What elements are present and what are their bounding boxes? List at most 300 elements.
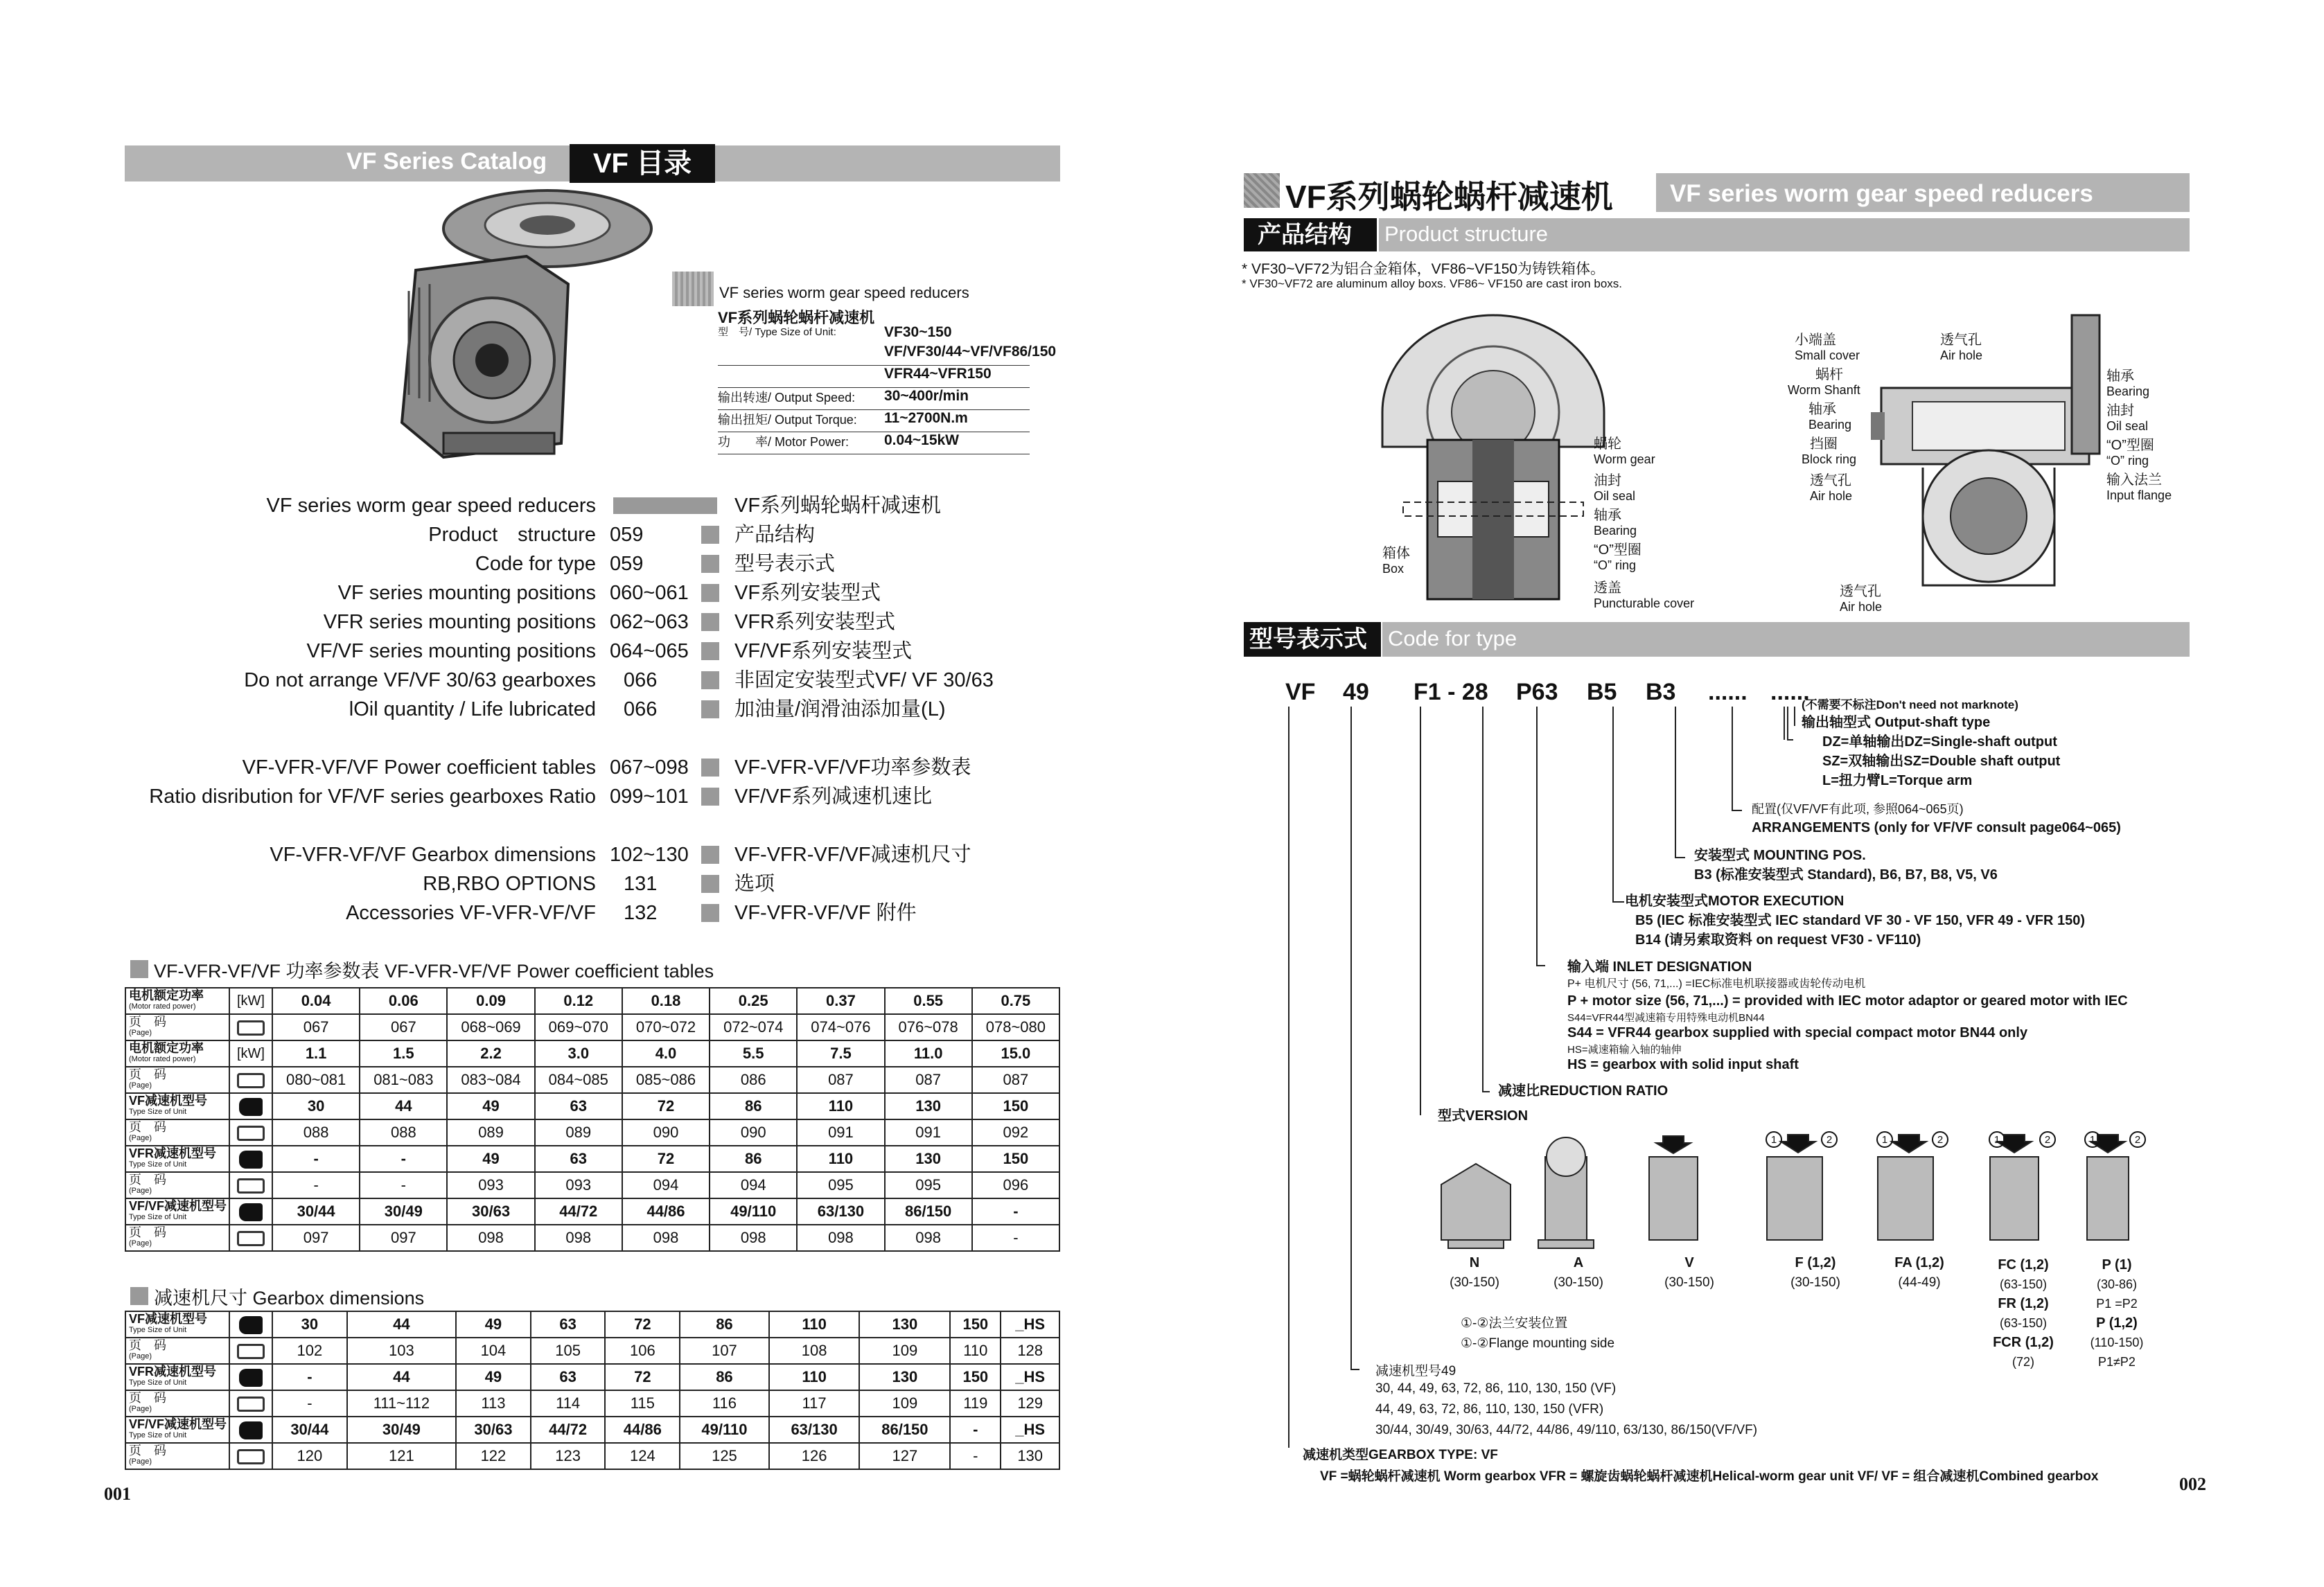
label-bearing [1594, 508, 1637, 538]
toc-entry-en: Accessories VF-VFR-VF/VF [346, 902, 596, 924]
table-cell: 49 [456, 1311, 531, 1338]
table-cell: - [972, 1198, 1059, 1225]
code-note: (不需要不标注Don't need not marknote) [1802, 698, 2018, 711]
table-cell: 0.37 [797, 988, 884, 1014]
label-oil-seal [1594, 473, 1635, 504]
book-icon [237, 1020, 265, 1036]
svg-text:2: 2 [2134, 1134, 2141, 1146]
label-cn: 输入法兰 [2106, 472, 2162, 488]
row-label-cn: 页 码 [129, 1391, 166, 1405]
toc-square-icon [701, 875, 719, 893]
table-cell: 63/130 [797, 1198, 884, 1225]
row-label-cn: 页 码 [129, 1338, 166, 1352]
table-cell: 117 [769, 1390, 860, 1417]
gearbox-icon [239, 1369, 263, 1387]
code-token-motor: B5 [1587, 679, 1617, 705]
toc-entry-en: RB,RBO OPTIONS [423, 873, 596, 895]
spec-heading-cn: VF系列蜗轮蜗杆减速机 [718, 309, 875, 326]
table-cell: 63 [531, 1311, 606, 1338]
table-cell: 087 [797, 1067, 884, 1093]
label-en: “O” ring [1594, 558, 1637, 572]
table-cell: 44 [347, 1311, 456, 1338]
right-title-en: VF series worm gear speed reducers [1670, 180, 2093, 207]
row-label [125, 1172, 229, 1198]
table-cell: _HS [1001, 1364, 1059, 1390]
table-cell: 30 [272, 1311, 347, 1338]
label-cn: 挡圈 [1810, 436, 1838, 452]
version-range: (63-150) [1999, 1277, 2048, 1291]
table-cell: 30/44 [272, 1417, 347, 1443]
table-cell: - [950, 1443, 1001, 1469]
toc-entry[interactable] [125, 637, 1060, 665]
right-title-square [1244, 173, 1280, 208]
toc-entry-cn: 非固定安装型式VF/ VF 30/63 [734, 669, 994, 691]
table-cell: 115 [605, 1390, 680, 1417]
spec-row [718, 366, 1030, 388]
table-cell: 110 [797, 1146, 884, 1172]
book-icon [237, 1073, 265, 1088]
table-row [125, 1119, 1059, 1146]
version-range: (30-150) [1664, 1275, 1714, 1290]
code-inlet-en: P + motor size (56, 71,...) = provided with IEC motor adaptor or geared motor with IEC [1567, 993, 2128, 1009]
row-label [125, 1443, 229, 1469]
table-row [125, 1146, 1059, 1172]
table-cell: 30 [272, 1093, 360, 1119]
table-cell: 102 [272, 1338, 347, 1364]
table-cell: - [972, 1225, 1059, 1251]
version-name: P1≠P2 [2098, 1355, 2136, 1369]
row-label-en: Type Size of Unit [129, 1160, 187, 1169]
row-label [125, 1198, 229, 1225]
label-o-ring-right [2106, 438, 2154, 468]
code-mounting-list: B3 (标准安装型式 Standard), B6, B7, B8, V5, V6 [1694, 867, 1998, 883]
toc-square-icon [701, 788, 719, 806]
table-cell: 086 [710, 1067, 797, 1093]
code-s44-en: S44 = VFR44 gearbox supplied with special compact motor BN44 only [1567, 1025, 2028, 1040]
structure-drawing-front [1375, 308, 1611, 613]
version-a [1537, 1255, 1620, 1291]
size-line-vfr: 44, 49, 63, 72, 86, 110, 130, 150 (VFR) [1375, 1402, 1604, 1417]
table-cell: 86/150 [859, 1417, 950, 1443]
spec-heading-en: VF series worm gear speed reducers [719, 284, 969, 301]
label-air-hole-top [1940, 333, 1982, 363]
table-cell: 109 [859, 1390, 950, 1417]
toc-entry-en: VF-VFR-VF/VF Power coefficient tables [242, 756, 596, 779]
ps-header-cn: 产品结构 [1244, 218, 1377, 251]
label-en: Block ring [1802, 452, 1857, 466]
toc [125, 492, 1060, 928]
table-cell: 090 [622, 1119, 710, 1146]
table-cell: 098 [535, 1225, 622, 1251]
row-label-en: (Page) [129, 1081, 152, 1090]
ps-header-en: Product structure [1384, 222, 1549, 246]
gearbox-icon-cell [229, 1146, 272, 1172]
power-title-square-icon [130, 960, 148, 978]
code-mounting-pos: 安装型式 MOUNTING POS. [1694, 848, 1866, 863]
table-cell: 094 [622, 1172, 710, 1198]
row-label-en: (Page) [129, 1457, 152, 1466]
toc-entry-en: VF series worm gear speed reducers [266, 495, 596, 517]
page-number-left: 001 [104, 1484, 131, 1504]
table-cell: - [272, 1390, 347, 1417]
table-cell: 089 [535, 1119, 622, 1146]
table-cell: 098 [710, 1225, 797, 1251]
table-cell: 150 [972, 1146, 1059, 1172]
table-cell: 119 [950, 1390, 1001, 1417]
svg-text:2: 2 [2044, 1134, 2051, 1146]
label-en: “O” ring [2106, 454, 2149, 468]
table-cell: 44/86 [622, 1198, 710, 1225]
toc-entry-page: 102~130 [610, 844, 689, 866]
ps-note-en: * VF30~VF72 are aluminum alloy boxs. VF86~ VF150 are cast iron boxs. [1242, 277, 1622, 290]
table-cell: - [360, 1172, 447, 1198]
table-cell: _HS [1001, 1417, 1059, 1443]
version-range: (30-150) [1450, 1275, 1499, 1290]
gearbox-icon [239, 1151, 263, 1169]
row-label-cn: VF/VF减速机型号 [129, 1417, 227, 1431]
gearbox-icon-cell [229, 1311, 272, 1338]
table-row [125, 1443, 1059, 1469]
toc-entry-cn: 型号表示式 [734, 553, 836, 575]
table-cell: - [950, 1417, 1001, 1443]
table-row [125, 1172, 1059, 1198]
label-oil-seal-right [2106, 403, 2148, 434]
table-cell: 105 [531, 1338, 606, 1364]
table-cell: 44/72 [535, 1198, 622, 1225]
size-line-vfvf: 30/44, 30/49, 30/63, 44/72, 44/86, 49/110, 63/130, 86/150(VF/VF) [1375, 1423, 1758, 1437]
toc-entry-cn: VF系列蜗轮蜗杆减速机 [734, 495, 942, 517]
table-cell: 0.09 [447, 988, 534, 1014]
table-cell: 44 [347, 1364, 456, 1390]
table-row [125, 1198, 1059, 1225]
page-book-icon [229, 1067, 272, 1093]
spec-value: 30~400r/min [884, 388, 969, 404]
code-version: 型式VERSION [1438, 1108, 1529, 1124]
spec-value: VFR44~VFR150 [884, 366, 992, 382]
table-cell: 4.0 [622, 1040, 710, 1067]
size-line-head: 减速机型号49 [1375, 1364, 1456, 1378]
page-book-icon [229, 1172, 272, 1198]
table-cell: 72 [605, 1364, 680, 1390]
spec-value: 0.04~15kW [884, 432, 959, 448]
toc-entry-page: 060~061 [610, 582, 689, 604]
toc-entry[interactable] [125, 608, 1060, 636]
version-n [1433, 1255, 1516, 1291]
book-icon [237, 1397, 265, 1412]
version-p [2079, 1255, 2155, 1372]
svg-text:1: 1 [1993, 1134, 2000, 1146]
table-cell: 067 [360, 1014, 447, 1040]
label-cn: 蜗轮 [1594, 436, 1621, 452]
label-input-flange [2106, 472, 2172, 503]
row-label [125, 1146, 229, 1172]
toc-square-icon [701, 759, 719, 777]
version-name: A [1573, 1255, 1584, 1270]
row-label-cn: VFR减速机型号 [129, 1146, 216, 1160]
version-name: P (1) [2102, 1257, 2132, 1273]
table-cell: 095 [885, 1172, 972, 1198]
toc-square-icon [701, 555, 719, 573]
row-label-en: (Page) [129, 1187, 152, 1195]
toc-square-icon [701, 700, 719, 718]
toc-entry-cn: VF/VF系列安装型式 [734, 640, 913, 662]
table-cell: - [360, 1146, 447, 1172]
table-cell: 069~070 [535, 1014, 622, 1040]
toc-entry-cn: VF-VFR-VF/VF 附件 [734, 902, 917, 924]
label-cn: 轴承 [2106, 369, 2134, 384]
book-icon [237, 1344, 265, 1359]
row-label-cn: 页 码 [129, 1173, 166, 1187]
table-cell: 080~081 [272, 1067, 360, 1093]
table-row [125, 1390, 1059, 1417]
table-cell: 5.5 [710, 1040, 797, 1067]
toc-entry-en: Product structure [428, 524, 596, 546]
book-icon [237, 1126, 265, 1141]
table-cell: 63/130 [769, 1417, 860, 1443]
label-o-ring [1594, 542, 1641, 573]
table-cell: 087 [885, 1067, 972, 1093]
table-row [125, 1364, 1059, 1390]
toc-entry-cn: VF-VFR-VF/VF减速机尺寸 [734, 844, 971, 866]
code-token-version-ratio: F1 - 28 [1414, 679, 1488, 705]
table-row [125, 1417, 1059, 1443]
page-book-icon [229, 1390, 272, 1417]
toc-entry[interactable] [125, 521, 1060, 549]
row-label-cn: 页 码 [129, 1444, 166, 1457]
label-en: Bearing [2106, 384, 2150, 398]
table-cell: 63 [535, 1093, 622, 1119]
table-cell: 097 [272, 1225, 360, 1251]
table-cell: 30/49 [360, 1198, 447, 1225]
toc-square-icon [701, 671, 719, 689]
row-label-en: (Page) [129, 1134, 152, 1142]
code-reduction-ratio: 减速比REDUCTION RATIO [1498, 1083, 1669, 1099]
gearbox-type-line: 减速机类型GEARBOX TYPE: VF [1303, 1448, 1498, 1462]
toc-entry[interactable] [125, 783, 1060, 810]
toc-square-icon [701, 526, 719, 544]
gearbox-icon [239, 1421, 263, 1439]
toc-square-icon [701, 642, 719, 660]
table-cell: 103 [347, 1338, 456, 1364]
table-cell: 092 [972, 1119, 1059, 1146]
code-token-output: ...... [1770, 679, 1810, 705]
table-cell: 090 [710, 1119, 797, 1146]
label-en: Oil seal [2106, 419, 2149, 433]
table-cell: 11.0 [885, 1040, 972, 1067]
row-label-cn: 页 码 [129, 1120, 166, 1134]
table-cell: 107 [680, 1338, 769, 1364]
table-cell: 130 [1001, 1443, 1059, 1469]
label-en: Air hole [1940, 348, 1983, 362]
row-label-en: (Page) [129, 1029, 152, 1037]
table-cell: 49 [447, 1093, 534, 1119]
table-cell: 081~083 [360, 1067, 447, 1093]
row-label-cn: 页 码 [129, 1225, 166, 1239]
toc-entry-page: 062~063 [610, 611, 689, 633]
page-book-icon [229, 1014, 272, 1040]
table-cell: 1.5 [360, 1040, 447, 1067]
spec-value: VF30~150 [884, 324, 952, 340]
table-cell: 091 [885, 1119, 972, 1146]
svg-text:2: 2 [1826, 1134, 1833, 1146]
table-cell: 067 [272, 1014, 360, 1040]
toc-entry-cn: 加油量/润滑油添加量(L) [734, 698, 946, 720]
table-cell: 116 [680, 1390, 769, 1417]
table-row [125, 1311, 1059, 1338]
label-box [1382, 546, 1410, 576]
cft-header-en: Code for type [1388, 626, 1517, 650]
version-range: (63-150) [1999, 1316, 2048, 1330]
toc-entry[interactable] [125, 870, 1060, 898]
table-cell: 2.2 [447, 1040, 534, 1067]
table-cell: 093 [535, 1172, 622, 1198]
spec-label: 型 号/ Type Size of Unit: [718, 326, 836, 338]
version-name: P1 =P2 [2096, 1297, 2138, 1311]
svg-text:1: 1 [2089, 1134, 2096, 1146]
table-cell: 0.55 [885, 988, 972, 1014]
table-cell: 72 [622, 1146, 710, 1172]
label-cn: 透气孔 [1810, 473, 1851, 488]
row-label [125, 1093, 229, 1119]
table-cell: 49 [447, 1146, 534, 1172]
row-label-cn: VF减速机型号 [129, 1312, 208, 1326]
version-fa [1874, 1255, 1964, 1291]
version-range: (30-150) [1790, 1275, 1840, 1290]
table-cell: - [272, 1146, 360, 1172]
table-cell: 095 [797, 1172, 884, 1198]
code-inlet-cn: P+ 电机尺寸 (56, 71,...) =IEC标准电机联接器或齿轮传动电机 [1567, 978, 1866, 990]
toc-entry[interactable] [125, 666, 1060, 694]
label-cn: 蜗杆 [1815, 367, 1843, 382]
table-cell: 72 [622, 1093, 710, 1119]
table-cell: 120 [272, 1443, 347, 1469]
version-name: FCR (1,2) [1993, 1335, 2054, 1350]
version-range: (44-49) [1898, 1275, 1941, 1290]
row-label-cn: VFR减速机型号 [129, 1365, 216, 1378]
table-cell: 7.5 [797, 1040, 884, 1067]
table-cell: 15.0 [972, 1040, 1059, 1067]
label-en: Oil seal [1594, 489, 1636, 503]
label-cn: 透气孔 [1840, 584, 1881, 599]
code-sz: SZ=双轴输出SZ=Double shaft output [1822, 754, 2061, 769]
code-token-arrangement: ...... [1708, 679, 1748, 705]
version-range: (110-150) [2090, 1336, 2144, 1349]
toc-entry[interactable] [125, 695, 1060, 723]
table-cell: 49 [456, 1364, 531, 1390]
table-cell: 091 [797, 1119, 884, 1146]
table-cell: 63 [531, 1364, 606, 1390]
table-cell: 63 [535, 1146, 622, 1172]
toc-entry-cn: VF-VFR-VF/VF功率参数表 [734, 756, 971, 779]
label-air-hole-left [1810, 473, 1852, 504]
toc-entry[interactable] [125, 492, 1060, 520]
toc-entry[interactable] [125, 754, 1060, 781]
version-range: (72) [2012, 1355, 2034, 1369]
gearbox-icon-cell [229, 1198, 272, 1225]
table-cell: 0.18 [622, 988, 710, 1014]
label-worm-gear [1594, 436, 1655, 467]
toc-entry[interactable] [125, 841, 1060, 869]
row-label-en: Type Size of Unit [129, 1326, 187, 1334]
gearbox-dimensions-table [125, 1311, 1060, 1470]
power-table-title: VF-VFR-VF/VF 功率参数表 VF-VFR-VF/VF Power coefficient tables [154, 961, 714, 982]
toc-square-icon [701, 613, 719, 631]
label-en: Bearing [1808, 418, 1852, 432]
version-name: P (1,2) [2096, 1315, 2138, 1331]
page-book-icon [229, 1225, 272, 1251]
spec-row [718, 388, 1030, 410]
table-cell: 30/63 [456, 1417, 531, 1443]
table-cell: 089 [447, 1119, 534, 1146]
table-cell: 0.75 [972, 988, 1059, 1014]
table-cell: 121 [347, 1443, 456, 1469]
row-label-cn: 电机额定功率 [129, 1041, 204, 1055]
table-row [125, 1014, 1059, 1040]
table-cell: - [272, 1172, 360, 1198]
toc-entry-cn: 选项 [734, 873, 775, 895]
toc-entry-en: Ratio disribution for VF/VF series gearboxes Ratio [149, 786, 596, 808]
label-cn: “O”型圈 [1594, 542, 1641, 558]
spec-row [718, 432, 1030, 454]
table-cell: 098 [797, 1225, 884, 1251]
toc-entry-en: Do not arrange VF/VF 30/63 gearboxes [244, 669, 596, 691]
table-cell: 113 [456, 1390, 531, 1417]
gearbox-type-definitions: VF =蜗轮蜗杆减速机 Worm gearbox VFR = 螺旋齿蜗轮蜗杆减速机Helical-worm gear unit VF/ VF = 组合减速机Combined gearbox [1320, 1469, 2099, 1484]
toc-entry-page: 132 [624, 902, 658, 924]
row-label-en: (Motor rated power) [129, 1002, 196, 1011]
row-label-cn: 页 码 [129, 1015, 166, 1029]
label-cn: 油封 [2106, 403, 2134, 418]
table-cell: 44 [360, 1093, 447, 1119]
toc-entry-cn: VFR系列安装型式 [734, 611, 896, 633]
row-label [125, 1225, 229, 1251]
table-row [125, 988, 1059, 1014]
label-cn: 箱体 [1382, 546, 1410, 561]
toc-entry[interactable] [125, 899, 1060, 927]
toc-entry-page: 064~065 [610, 640, 689, 662]
toc-entry-en: lOil quantity / Life lubricated [349, 698, 596, 720]
version-range: (30-150) [1553, 1275, 1603, 1290]
page-book-icon [229, 1443, 272, 1469]
spec-row [718, 410, 1030, 432]
toc-entry-en: VF series mounting positions [337, 582, 596, 604]
unit-cell: [kW] [229, 988, 272, 1014]
table-cell: 150 [950, 1311, 1001, 1338]
table-cell: 30/63 [447, 1198, 534, 1225]
table-cell: 150 [972, 1093, 1059, 1119]
label-bearing-right [2106, 369, 2149, 399]
table-cell: 088 [360, 1119, 447, 1146]
toc-entry[interactable] [125, 579, 1060, 607]
label-cn: 透气孔 [1940, 333, 1982, 348]
table-cell: 096 [972, 1172, 1059, 1198]
table-row [125, 1093, 1059, 1119]
row-label-en: Type Size of Unit [129, 1431, 187, 1439]
table-cell: 110 [769, 1311, 860, 1338]
code-token-inlet: P63 [1516, 679, 1558, 705]
table-cell: 49/110 [680, 1417, 769, 1443]
toc-entry[interactable] [125, 550, 1060, 578]
toc-entry-cn: 产品结构 [734, 524, 816, 546]
toc-entry-page: 059 [610, 553, 644, 575]
table-cell: 86 [680, 1311, 769, 1338]
table-cell: 72 [605, 1311, 680, 1338]
toc-entry-cn: VF系列安装型式 [734, 582, 881, 604]
flange-note-cn: ①-②法兰安装位置 [1461, 1316, 1568, 1331]
row-label-en: (Page) [129, 1352, 152, 1360]
table-cell: 128 [1001, 1338, 1059, 1364]
label-cn: 轴承 [1808, 402, 1836, 417]
